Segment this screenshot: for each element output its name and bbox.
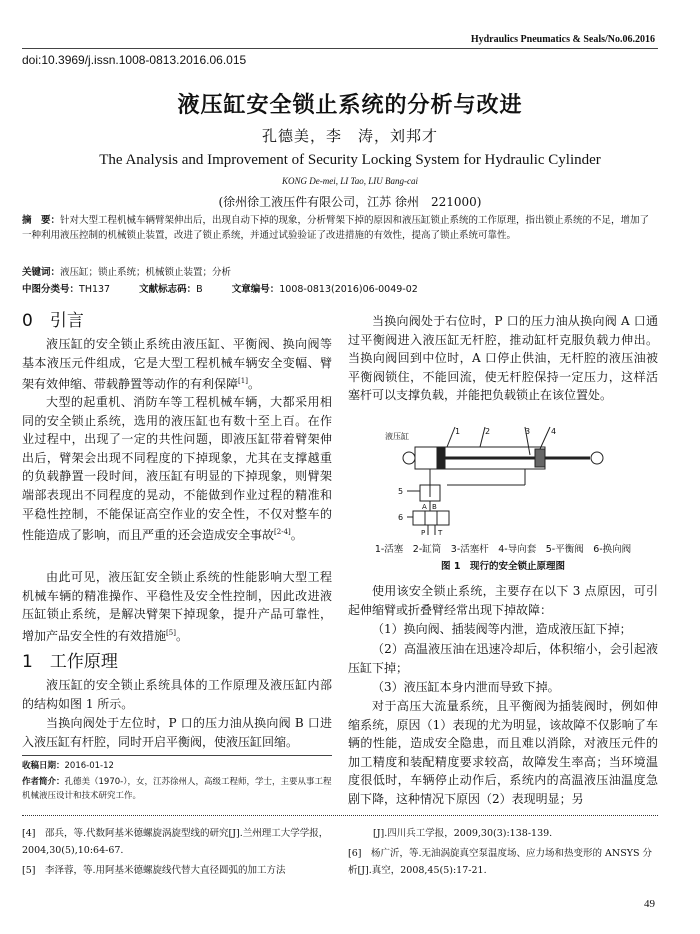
cylinder-eye-right [591, 452, 603, 464]
clc-value: TH137 [79, 284, 111, 295]
figure-label-5: 5 [398, 487, 404, 496]
principle-paragraph-2: 当换向阀处于左位时，P 口的压力油从换向阀 B 口进入液压缸有杆腔，同时开启平衡阀，使液压缸回缩。 [22, 716, 332, 749]
references-separator [22, 815, 658, 816]
cause-item-3: （3）液压缸本身内泄而导致下掉。 [372, 680, 560, 694]
reference-number: [4] [22, 828, 36, 839]
journal-header: Hydraulics Pneumatics & Seals/No.06.2016 [470, 34, 655, 45]
directional-valve-right [437, 511, 449, 525]
english-authors: KONG De-mei, LI Tao, LIU Bang-cai [282, 176, 418, 186]
right-paragraph-1: 当换向阀处于右位时，P 口的压力油从换向阀 A 口通过平衡阀进入液压缸无杆腔，推动缸杆克服负载力伸出。当换向阀回到中位时，A 口停止供油，无杆腔的液压油被平衡阀锁住，不能回流，使无杆腔保持一定压力，这样活塞杆可以支撑负载，并能把负载锁止在该位置处。 [348, 314, 658, 403]
footnote-rule [22, 755, 332, 756]
figure-caption: 图 1 现行的安全锁止原理图 [441, 561, 565, 572]
reference-text: [J].四川兵工学报，2009,30(3):138-139. [373, 828, 553, 839]
article-no-label: 文章编号： [231, 284, 280, 295]
abstract [22, 213, 652, 243]
figure-label-b: B [432, 503, 437, 511]
received-date [22, 759, 332, 773]
author-bio-label: 作者简介： [22, 777, 65, 787]
intro-p2-text: 大型的起重机、消防车等工程机械车辆，大都采用相同的安全锁止系统，选用的液压缸也有数十至上百。在作业过程中，出现了一定的共性问题，即液压缸带着臂架伸出后，臂架会出现不同程度的下掉现象，尤其在支撑越重的负载静置一段时间，液压缸有明显的下掉现象，则臂架端部表现出不同程度的晃动，不能做到作业过程的精准和平稳性控制，不能保证高空作业的安全性，不仅对整车的性能造成了影响，而且严重的还会造成安全事故 [22, 395, 332, 543]
page-number: 49 [644, 898, 655, 910]
figure-label-a: A [422, 503, 427, 511]
directional-valve-left [413, 511, 425, 525]
right-paragraph-2: 使用该安全锁止系统，主要存在以下 3 点原因，可引起伸缩臂或折叠臂经常出现下掉故障： [348, 584, 658, 617]
reference-number: [5] [22, 865, 36, 876]
punct: 。 [175, 628, 188, 643]
punct: 。 [247, 377, 260, 392]
figure-label-4: 4 [551, 427, 557, 436]
reference-text: 邵兵，等.代数阿基米德螺旋涡旋型线的研究[J].兰州理工大学学报，2004,30(5),10:64-67. [22, 828, 329, 856]
leader-4 [540, 427, 550, 449]
reference-text: 李泽蓉，等.用阿基米德螺旋线代替大直径圆弧的加工方法 [44, 865, 286, 876]
figure-label-t: T [438, 529, 443, 537]
reference-item [373, 825, 658, 842]
figure-label-2: 2 [485, 427, 491, 436]
classification-line [22, 281, 444, 295]
section-heading-intro: 0 引言 [22, 311, 84, 331]
principle-paragraph-1: 液压缸的安全锁止系统具体的工作原理及液压缸内部的结构如图 1 所示。 [22, 678, 332, 711]
figure-label-6: 6 [398, 513, 404, 522]
figure-label-p: P [421, 529, 426, 537]
cause-item-2: （2）高温液压油在迅速冷却后，体积缩小，会引起液压缸下掉； [348, 642, 658, 675]
leader-1 [447, 427, 455, 447]
punct: 。 [290, 528, 303, 543]
doc-code-label: 文献标志码： [139, 284, 197, 295]
cause-item-1: （1）换向阀、插装阀等内泄，造成液压缸下掉； [372, 622, 632, 636]
reference-item [22, 862, 332, 879]
figure-label-1: 1 [455, 427, 461, 436]
figure-label-cylinder: 液压缸 [385, 432, 409, 441]
intro-p3-text: 由此可见，液压缸安全锁止系统的性能影响大型工程机械车辆的精准操作、平稳性及安全性控制，因此改进液压缸锁止系统，是解决臂架下掉现象，提升产品可靠性，增加产品安全性的有效措施 [22, 570, 332, 643]
figure-1-schematic [385, 425, 625, 537]
figure-label-3: 3 [525, 427, 531, 436]
author-bio-text: 孔德美（1970-），女，江苏徐州人，高级工程师，学士，主要从事工程机械液压设计和技术研究工作。 [22, 777, 332, 801]
doc-code-value: B [196, 284, 203, 295]
intro-paragraph-1 [22, 335, 332, 394]
cylinder-eye-left [403, 452, 415, 464]
keywords-label: 关键词： [22, 267, 61, 278]
clc-label: 中图分类号： [22, 284, 80, 295]
section-heading-principle: 1 工作原理 [22, 652, 118, 672]
intro-p1-text: 液压缸的安全锁止系统由液压缸、平衡阀、换向阀等基本液压元件组成，它是大型工程机械车辆安全变幅、臂架有效伸缩、带载静置等动作的有利保障 [22, 337, 332, 392]
keywords-text: 液压缸；锁止系统；机械锁止装置；分析 [60, 267, 232, 278]
citation[interactable]: [5] [166, 628, 176, 637]
right-paragraph-3: 对于高压大流量系统，且平衡阀为插装阀时，例如伸缩系统，原因（1）表现的尤为明显，该故障不仅影响了车辆的性能，造成安全隐患，而且难以消除，对液压元件的加工精度和装配精度要求较高，故障发生率高；当环境温度很低时，车辆停止动作后，系统内的高温液压油温度急剧下降，这种情况下原因（2）表现明显；另 [348, 699, 658, 806]
author-bio [22, 775, 332, 803]
doi[interactable]: doi:10.3969/j.issn.1008-0813.2016.06.015 [22, 53, 247, 67]
guide-sleeve [535, 449, 545, 467]
header-rule [22, 48, 658, 49]
authors: 孔德美，李 涛，刘邦才 [261, 127, 438, 145]
figure-legend: 1-活塞 2-缸筒 3-活塞杆 4-导向套 5-平衡阀 6-换向阀 [374, 544, 632, 555]
citation[interactable]: [2-4] [274, 528, 291, 537]
abstract-label: 摘 要： [22, 215, 61, 226]
reference-item [22, 825, 332, 859]
received-label: 收稿日期： [22, 761, 65, 771]
reference-number: [6] [348, 848, 362, 859]
citation[interactable]: [1] [238, 377, 248, 386]
received-value: 2016-01-12 [64, 761, 114, 771]
keywords [22, 264, 231, 278]
reference-text: 杨广沂，等.无油涡旋真空泵温度场、应力场和热变形的 ANSYS 分析[J].真空，2008,45(5):17-21. [348, 848, 653, 876]
reference-item [348, 845, 658, 879]
intro-paragraph-2 [22, 393, 332, 545]
abstract-text: 针对大型工程机械车辆臂架伸出后，出现自动下掉的现象，分析臂架下掉的原因和液压缸锁止系统的工作原理，指出锁止系统的不足，增加了一种利用液压控制的机械锁止装置，改进了锁止系统，并通过试验验证了改进措施的有效性，提高了锁止系统可靠性。 [22, 215, 650, 241]
paper-title: 液压缸安全锁止系统的分析与改进 [177, 93, 523, 118]
affiliation: (徐州徐工液压件有限公司，江苏 徐州 221000) [218, 195, 482, 209]
piston [437, 447, 445, 469]
english-title: The Analysis and Improvement of Security Locking System for Hydraulic Cylinder [99, 152, 601, 168]
directional-valve-center [425, 511, 437, 525]
article-no-value: 1008-0813(2016)06-0049-02 [279, 284, 418, 295]
intro-paragraph-3 [22, 568, 332, 645]
